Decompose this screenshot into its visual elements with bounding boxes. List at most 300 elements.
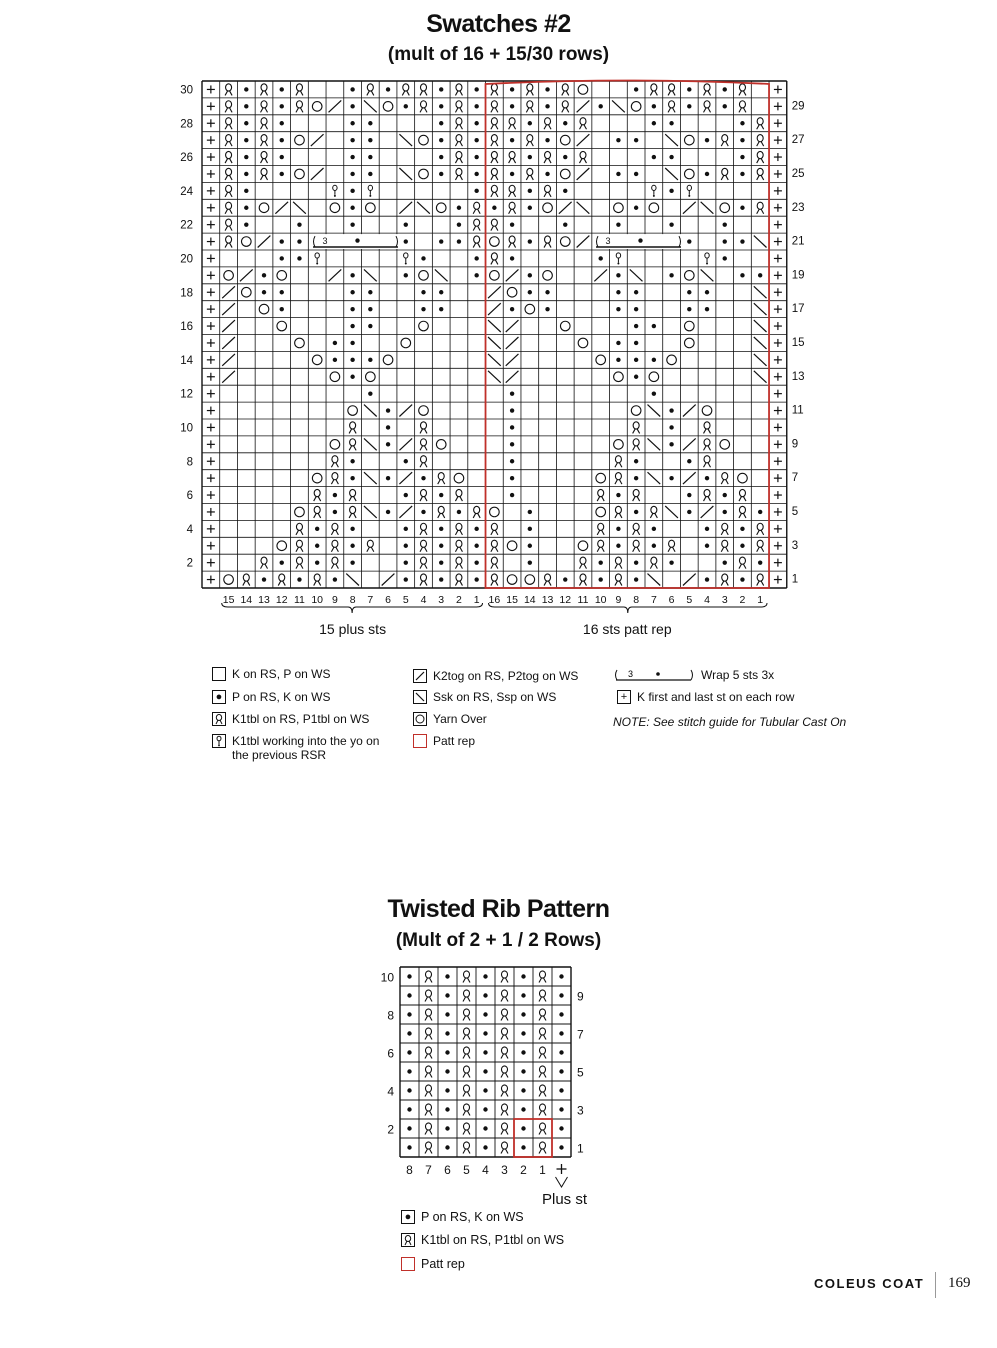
twisted-stitch-icon (350, 506, 356, 513)
stitch-number: 12 (559, 594, 572, 606)
twisted-stitch-icon (544, 125, 547, 130)
twisted-stitch-icon (502, 1047, 508, 1054)
yarn-over-circle-icon (720, 203, 730, 213)
yarn-over-circle-icon (578, 338, 588, 348)
twisted-stitch-icon (230, 243, 233, 248)
twisted-stitch-icon (371, 547, 374, 552)
row-number-right: 3 (791, 539, 799, 552)
purl-dot-icon (439, 527, 443, 531)
purl-dot-icon (559, 1145, 563, 1149)
twisted-stitch-icon (491, 260, 494, 265)
stitch-number: 10 (311, 594, 324, 606)
plus-edge-icon: + (617, 690, 631, 704)
ssk-backslash-icon (612, 100, 625, 112)
twisted-stitch-icon (468, 1054, 471, 1059)
purl-dot-icon (758, 560, 762, 564)
ssk-backslash-icon (435, 269, 448, 281)
twisted-stitch-icon (300, 547, 303, 552)
twisted-stitch-icon (456, 523, 462, 530)
purl-dot-icon (634, 459, 638, 463)
twisted-stitch-icon (421, 540, 427, 547)
twisted-stitch-icon (420, 429, 423, 434)
stitch-number: 14 (523, 594, 536, 606)
twisted-stitch-icon (545, 118, 551, 125)
purl-dot-icon (280, 239, 284, 243)
purl-dot-icon (407, 1012, 411, 1016)
twisted-stitch-icon (579, 581, 582, 586)
twisted-stitch-icon (531, 142, 534, 147)
row-number-right: 29 (791, 100, 805, 113)
purl-dot-icon (315, 560, 319, 564)
twisted-stitch-icon (367, 84, 373, 91)
purl-dot-icon (740, 155, 744, 159)
twisted-stitch-icon (314, 506, 320, 513)
twisted-stitch-icon (655, 564, 658, 569)
twisted-stitch-icon (651, 506, 657, 513)
twisted-stitch-icon (463, 1111, 466, 1116)
twisted-stitch-icon (584, 125, 587, 130)
stitch-number: 9 (331, 594, 338, 606)
purl-dot-icon (687, 307, 691, 311)
purl-dot-icon (510, 87, 514, 91)
twisted-stitch-icon (708, 91, 711, 96)
yarn-over-circle-icon (490, 237, 500, 247)
purl-dot-icon (723, 104, 727, 108)
twisted-stitch-icon (761, 159, 764, 164)
swatch-chart (0, 0, 997, 650)
twisted-stitch-icon (491, 118, 497, 125)
purl-dot-icon (368, 324, 372, 328)
twisted-stitch-icon (615, 463, 618, 468)
twisted-stitch-icon (757, 574, 763, 581)
twisted-stitch-icon (296, 547, 299, 552)
purl-dot-icon (510, 442, 514, 446)
ssk-backslash-icon (648, 438, 661, 450)
twisted-stitch-icon (544, 1054, 547, 1059)
row-number-right: 21 (791, 235, 805, 248)
purl-dot-icon (483, 1107, 487, 1111)
purl-dot-icon (740, 121, 744, 125)
purl-dot-icon (368, 290, 372, 294)
ssk-backslash-icon (488, 371, 501, 383)
stitch-number: 4 (482, 1163, 489, 1177)
twisted-stitch-icon (463, 997, 466, 1002)
twisted-yo-stitch-icon (617, 262, 619, 264)
purl-dot-icon (705, 290, 709, 294)
k2tog-slash-icon (382, 574, 395, 586)
rib-legend-k1tbl (401, 1233, 564, 1247)
twisted-stitch-icon (460, 91, 463, 96)
twisted-stitch-icon (420, 564, 423, 569)
k2tog-slash-icon (577, 168, 590, 180)
twisted-stitch-icon (495, 260, 498, 265)
twisted-yo-stitch-icon (616, 253, 620, 258)
twisted-stitch-icon (615, 581, 618, 586)
pattern-repeat-box-icon (413, 734, 427, 748)
twisted-stitch-icon (438, 473, 444, 480)
twisted-stitch-icon (456, 118, 462, 125)
twisted-stitch-icon (544, 1073, 547, 1078)
purl-dot-icon (723, 256, 727, 260)
row-number-right: 19 (791, 269, 805, 282)
yarn-over-circle-icon (685, 169, 695, 179)
purl-dot-icon (563, 577, 567, 581)
purl-dot-icon (669, 408, 673, 412)
k2tog-slash-icon (222, 286, 235, 298)
twisted-stitch-icon (426, 1085, 432, 1092)
twisted-stitch-icon (549, 192, 552, 197)
twisted-stitch-icon (460, 159, 463, 164)
twisted-stitch-icon (615, 480, 618, 485)
ssk-backslash-icon (665, 168, 678, 180)
swatch-grid-lines (202, 81, 787, 588)
row-number-left: 10 (380, 970, 394, 985)
twisted-stitch-icon (225, 142, 228, 147)
purl-dot-icon (545, 104, 549, 108)
twisted-stitch-icon (597, 547, 600, 552)
purl-dot-icon: ● (401, 1210, 415, 1224)
purl-dot-icon (740, 239, 744, 243)
purl-dot-icon (510, 408, 514, 412)
row-number-right: 7 (577, 1027, 584, 1042)
purl-dot-icon (740, 527, 744, 531)
k2tog-slash-icon (222, 371, 235, 383)
twisted-stitch-icon (669, 101, 675, 108)
twisted-stitch-icon (463, 1149, 466, 1154)
twisted-stitch-icon (421, 422, 427, 429)
purl-dot-icon (244, 121, 248, 125)
twisted-stitch-icon (460, 547, 463, 552)
twisted-stitch-icon (602, 547, 605, 552)
purl-dot-icon (559, 1031, 563, 1035)
purl-dot-icon (280, 256, 284, 260)
purl-dot-icon (559, 1126, 563, 1130)
purl-dot-icon (244, 189, 248, 193)
purl-dot-icon (280, 290, 284, 294)
twisted-stitch-icon (584, 581, 587, 586)
twisted-stitch-icon (495, 547, 498, 552)
purl-dot-icon (404, 544, 408, 548)
twisted-stitch-icon (420, 530, 423, 535)
twisted-stitch-icon (708, 497, 711, 502)
twisted-stitch-icon (721, 530, 724, 535)
legend-patt (413, 734, 475, 748)
twisted-stitch-icon (425, 429, 428, 434)
twisted-stitch-icon (739, 489, 745, 496)
yarn-over-circle-icon (295, 169, 305, 179)
purl-dot-icon (439, 121, 443, 125)
twisted-stitch-icon (225, 91, 228, 96)
purl-dot-icon (492, 206, 496, 210)
k2tog-slash-icon (488, 286, 501, 298)
twisted-stitch-icon (673, 108, 676, 113)
ssk-backslash-icon (417, 202, 430, 214)
twisted-stitch-icon (527, 135, 533, 142)
twisted-stitch-icon (354, 497, 357, 502)
stitch-number: 12 (275, 594, 288, 606)
purl-dot-icon (616, 273, 620, 277)
twisted-stitch-icon (300, 530, 303, 535)
twisted-stitch-icon (296, 91, 299, 96)
purl-dot-icon (723, 239, 727, 243)
purl-dot-icon (350, 459, 354, 463)
row-number-right: 3 (577, 1103, 584, 1118)
twisted-stitch-icon (506, 1054, 509, 1059)
k2tog-slash-icon (683, 574, 696, 586)
purl-dot-icon (528, 560, 532, 564)
k2tog-slash-icon (222, 337, 235, 349)
purl-dot-icon (244, 222, 248, 226)
twisted-stitch-icon (722, 473, 728, 480)
ssk-backslash-icon (364, 472, 377, 484)
k2tog-slash-icon (399, 202, 412, 214)
k2tog-slash-icon (222, 354, 235, 366)
twisted-stitch-icon (314, 489, 320, 496)
purl-dot-icon (652, 391, 656, 395)
twisted-stitch-icon (336, 463, 339, 468)
purl-dot-icon (634, 476, 638, 480)
purl-dot-icon (474, 138, 478, 142)
purl-dot-icon (355, 238, 359, 242)
twisted-stitch-icon (261, 135, 267, 142)
twisted-stitch-icon (669, 540, 675, 547)
twisted-stitch-icon (225, 226, 228, 231)
twisted-stitch-icon (464, 1085, 470, 1092)
twisted-stitch-icon (420, 446, 423, 451)
twisted-stitch-icon (463, 1092, 466, 1097)
twisted-stitch-icon (425, 497, 428, 502)
purl-dot-icon (483, 1145, 487, 1149)
purl-dot-icon (510, 222, 514, 226)
purl-dot-icon (474, 104, 478, 108)
twisted-stitch-icon (261, 84, 267, 91)
twisted-stitch-icon (350, 439, 356, 446)
twisted-stitch-icon (739, 564, 742, 569)
twisted-stitch-icon (539, 1092, 542, 1097)
purl-dot-icon (528, 121, 532, 125)
twisted-stitch-icon (739, 91, 742, 96)
stitch-number: 3 (501, 1163, 508, 1177)
purl-dot-icon (599, 577, 603, 581)
purl-dot-icon (563, 121, 567, 125)
twisted-stitch-icon (331, 530, 334, 535)
twisted-stitch-icon (757, 159, 760, 164)
purl-dot-icon (474, 544, 478, 548)
twisted-stitch-icon (739, 506, 745, 513)
twisted-stitch-icon (261, 168, 267, 175)
twisted-stitch-icon (430, 1092, 433, 1097)
twisted-stitch-icon (455, 142, 458, 147)
purl-dot-icon (483, 993, 487, 997)
row-number-right: 9 (577, 989, 584, 1004)
twisted-stitch-icon (261, 91, 264, 96)
twisted-stitch-icon (540, 1028, 546, 1035)
twisted-stitch-icon (226, 135, 232, 142)
twisted-stitch-icon (495, 581, 498, 586)
twisted-stitch-icon (421, 439, 427, 446)
twisted-stitch-icon (283, 581, 286, 586)
twisted-stitch-icon (225, 175, 228, 180)
purl-dot-icon (368, 138, 372, 142)
twisted-stitch-icon (426, 971, 432, 978)
twisted-stitch-icon (442, 513, 445, 518)
stitch-number: 9 (615, 594, 622, 606)
purl-dot-icon (723, 222, 727, 226)
twisted-stitch-icon (668, 91, 671, 96)
twisted-stitch-icon (539, 1130, 542, 1135)
purl-dot-icon (350, 222, 354, 226)
twisted-stitch-icon (633, 439, 639, 446)
twisted-stitch-icon (336, 530, 339, 535)
twisted-stitch-icon (602, 497, 605, 502)
twisted-stitch-icon (463, 1054, 466, 1059)
twisted-stitch-icon (704, 439, 710, 446)
legend-edge-label: K first and last st on each row (637, 690, 795, 704)
twisted-stitch-icon (247, 581, 250, 586)
purl-dot-icon (280, 307, 284, 311)
twisted-stitch-icon (456, 168, 462, 175)
twisted-stitch-icon (495, 125, 498, 130)
twisted-stitch-icon (336, 564, 339, 569)
purl-dot-icon (407, 1050, 411, 1054)
purl-dot-icon (634, 341, 638, 345)
purl-dot-icon (244, 138, 248, 142)
row-number-left: 8 (387, 1008, 394, 1023)
purl-dot-icon (705, 476, 709, 480)
stitch-number: 3 (721, 594, 728, 606)
twisted-stitch-icon (296, 530, 299, 535)
twisted-stitch-icon (739, 557, 745, 564)
twisted-stitch-icon (704, 84, 710, 91)
purl-dot-icon (528, 510, 532, 514)
twisted-stitch-icon (314, 581, 317, 586)
twisted-stitch-icon (501, 1035, 504, 1040)
twisted-stitch-icon (491, 564, 494, 569)
twisted-stitch-icon (513, 159, 516, 164)
twisted-stitch-icon (633, 429, 636, 434)
twisted-stitch-icon (704, 91, 707, 96)
yarn-over-circle-icon (419, 406, 429, 416)
twisted-stitch-icon (425, 1054, 428, 1059)
twisted-stitch-icon (739, 101, 745, 108)
twisted-stitch-icon (332, 473, 338, 480)
purl-dot-icon (705, 172, 709, 176)
twisted-stitch-icon (539, 997, 542, 1002)
twisted-stitch-icon (430, 978, 433, 983)
twisted-stitch-icon (739, 513, 742, 518)
twisted-stitch-icon (425, 91, 428, 96)
twisted-stitch-icon (651, 557, 657, 564)
yarn-over-circle-icon (419, 135, 429, 145)
twisted-stitch-icon (633, 540, 639, 547)
purl-dot-icon (350, 104, 354, 108)
twisted-stitch-icon (425, 463, 428, 468)
twisted-stitch-icon (212, 712, 226, 726)
purl-dot-icon (669, 425, 673, 429)
twisted-stitch-icon (421, 523, 427, 530)
twisted-stitch-icon (502, 1123, 508, 1130)
purl-dot-icon (350, 341, 354, 345)
purl-dot-icon (521, 1088, 525, 1092)
twisted-stitch-icon (757, 135, 763, 142)
stitch-number: 15 (222, 594, 235, 606)
twisted-stitch-icon (495, 564, 498, 569)
purl-dot-icon (350, 172, 354, 176)
legend-yo (413, 712, 487, 726)
purl-dot-icon (652, 121, 656, 125)
twisted-stitch-icon (495, 226, 498, 231)
yarn-over-circle-icon (667, 355, 677, 365)
purl-dot-icon (758, 510, 762, 514)
twisted-stitch-icon (502, 990, 508, 997)
twisted-stitch-icon (506, 1016, 509, 1021)
yarn-over-circle-icon (242, 287, 252, 297)
rib-legend-patt (401, 1257, 465, 1271)
twisted-stitch-icon (350, 489, 356, 496)
twisted-stitch-icon (421, 489, 427, 496)
purl-dot-icon (634, 206, 638, 210)
yarn-over-circle-icon (330, 440, 340, 450)
k2tog-slash-icon (399, 438, 412, 450)
yarn-over-circle-icon (631, 406, 641, 416)
purl-dot-icon (474, 527, 478, 531)
stitch-number: 2 (520, 1163, 527, 1177)
twisted-stitch-icon (598, 489, 604, 496)
twisted-stitch-icon (332, 557, 338, 564)
twisted-stitch-icon (407, 91, 410, 96)
k2tog-slash-icon (240, 269, 253, 281)
stitch-number: 1 (757, 594, 764, 606)
twisted-stitch-icon (562, 101, 568, 108)
legend-ssk (413, 690, 556, 704)
twisted-stitch-icon (495, 192, 498, 197)
twisted-stitch-icon (615, 574, 621, 581)
twisted-stitch-icon (506, 1111, 509, 1116)
twisted-stitch-icon (296, 540, 302, 547)
row-number-right: 17 (791, 303, 805, 316)
twisted-stitch-icon (425, 446, 428, 451)
twisted-stitch-icon (704, 497, 707, 502)
purl-dot-icon (350, 290, 354, 294)
purl-dot-icon (740, 544, 744, 548)
twisted-stitch-icon (265, 125, 268, 130)
stitch-number: 7 (425, 1163, 432, 1177)
twisted-stitch-icon (544, 997, 547, 1002)
twisted-stitch-icon (506, 1035, 509, 1040)
twisted-stitch-icon (463, 1073, 466, 1078)
purl-dot-icon (634, 324, 638, 328)
twisted-stitch-icon (502, 1028, 508, 1035)
legend-patt-label: Patt rep (433, 734, 476, 748)
purl-dot-icon (559, 1088, 563, 1092)
twisted-stitch-icon (425, 1092, 428, 1097)
yarn-over-circle-icon (224, 271, 234, 281)
purl-dot-icon (510, 459, 514, 463)
twisted-stitch-icon (540, 1104, 546, 1111)
twisted-stitch-icon (491, 219, 497, 226)
purl-dot-icon: ● (212, 690, 226, 704)
purl-dot-icon (280, 138, 284, 142)
purl-dot-icon (368, 155, 372, 159)
yarn-over-circle-icon (596, 355, 606, 365)
yarn-over-circle-icon (277, 321, 287, 331)
twisted-stitch-icon (265, 108, 268, 113)
purl-dot-icon (521, 1012, 525, 1016)
pattern-repeat-outline (514, 1119, 552, 1157)
twisted-stitch-icon (455, 125, 458, 130)
purl-dot-icon (350, 307, 354, 311)
twisted-yo-stitch-icon (705, 253, 709, 258)
